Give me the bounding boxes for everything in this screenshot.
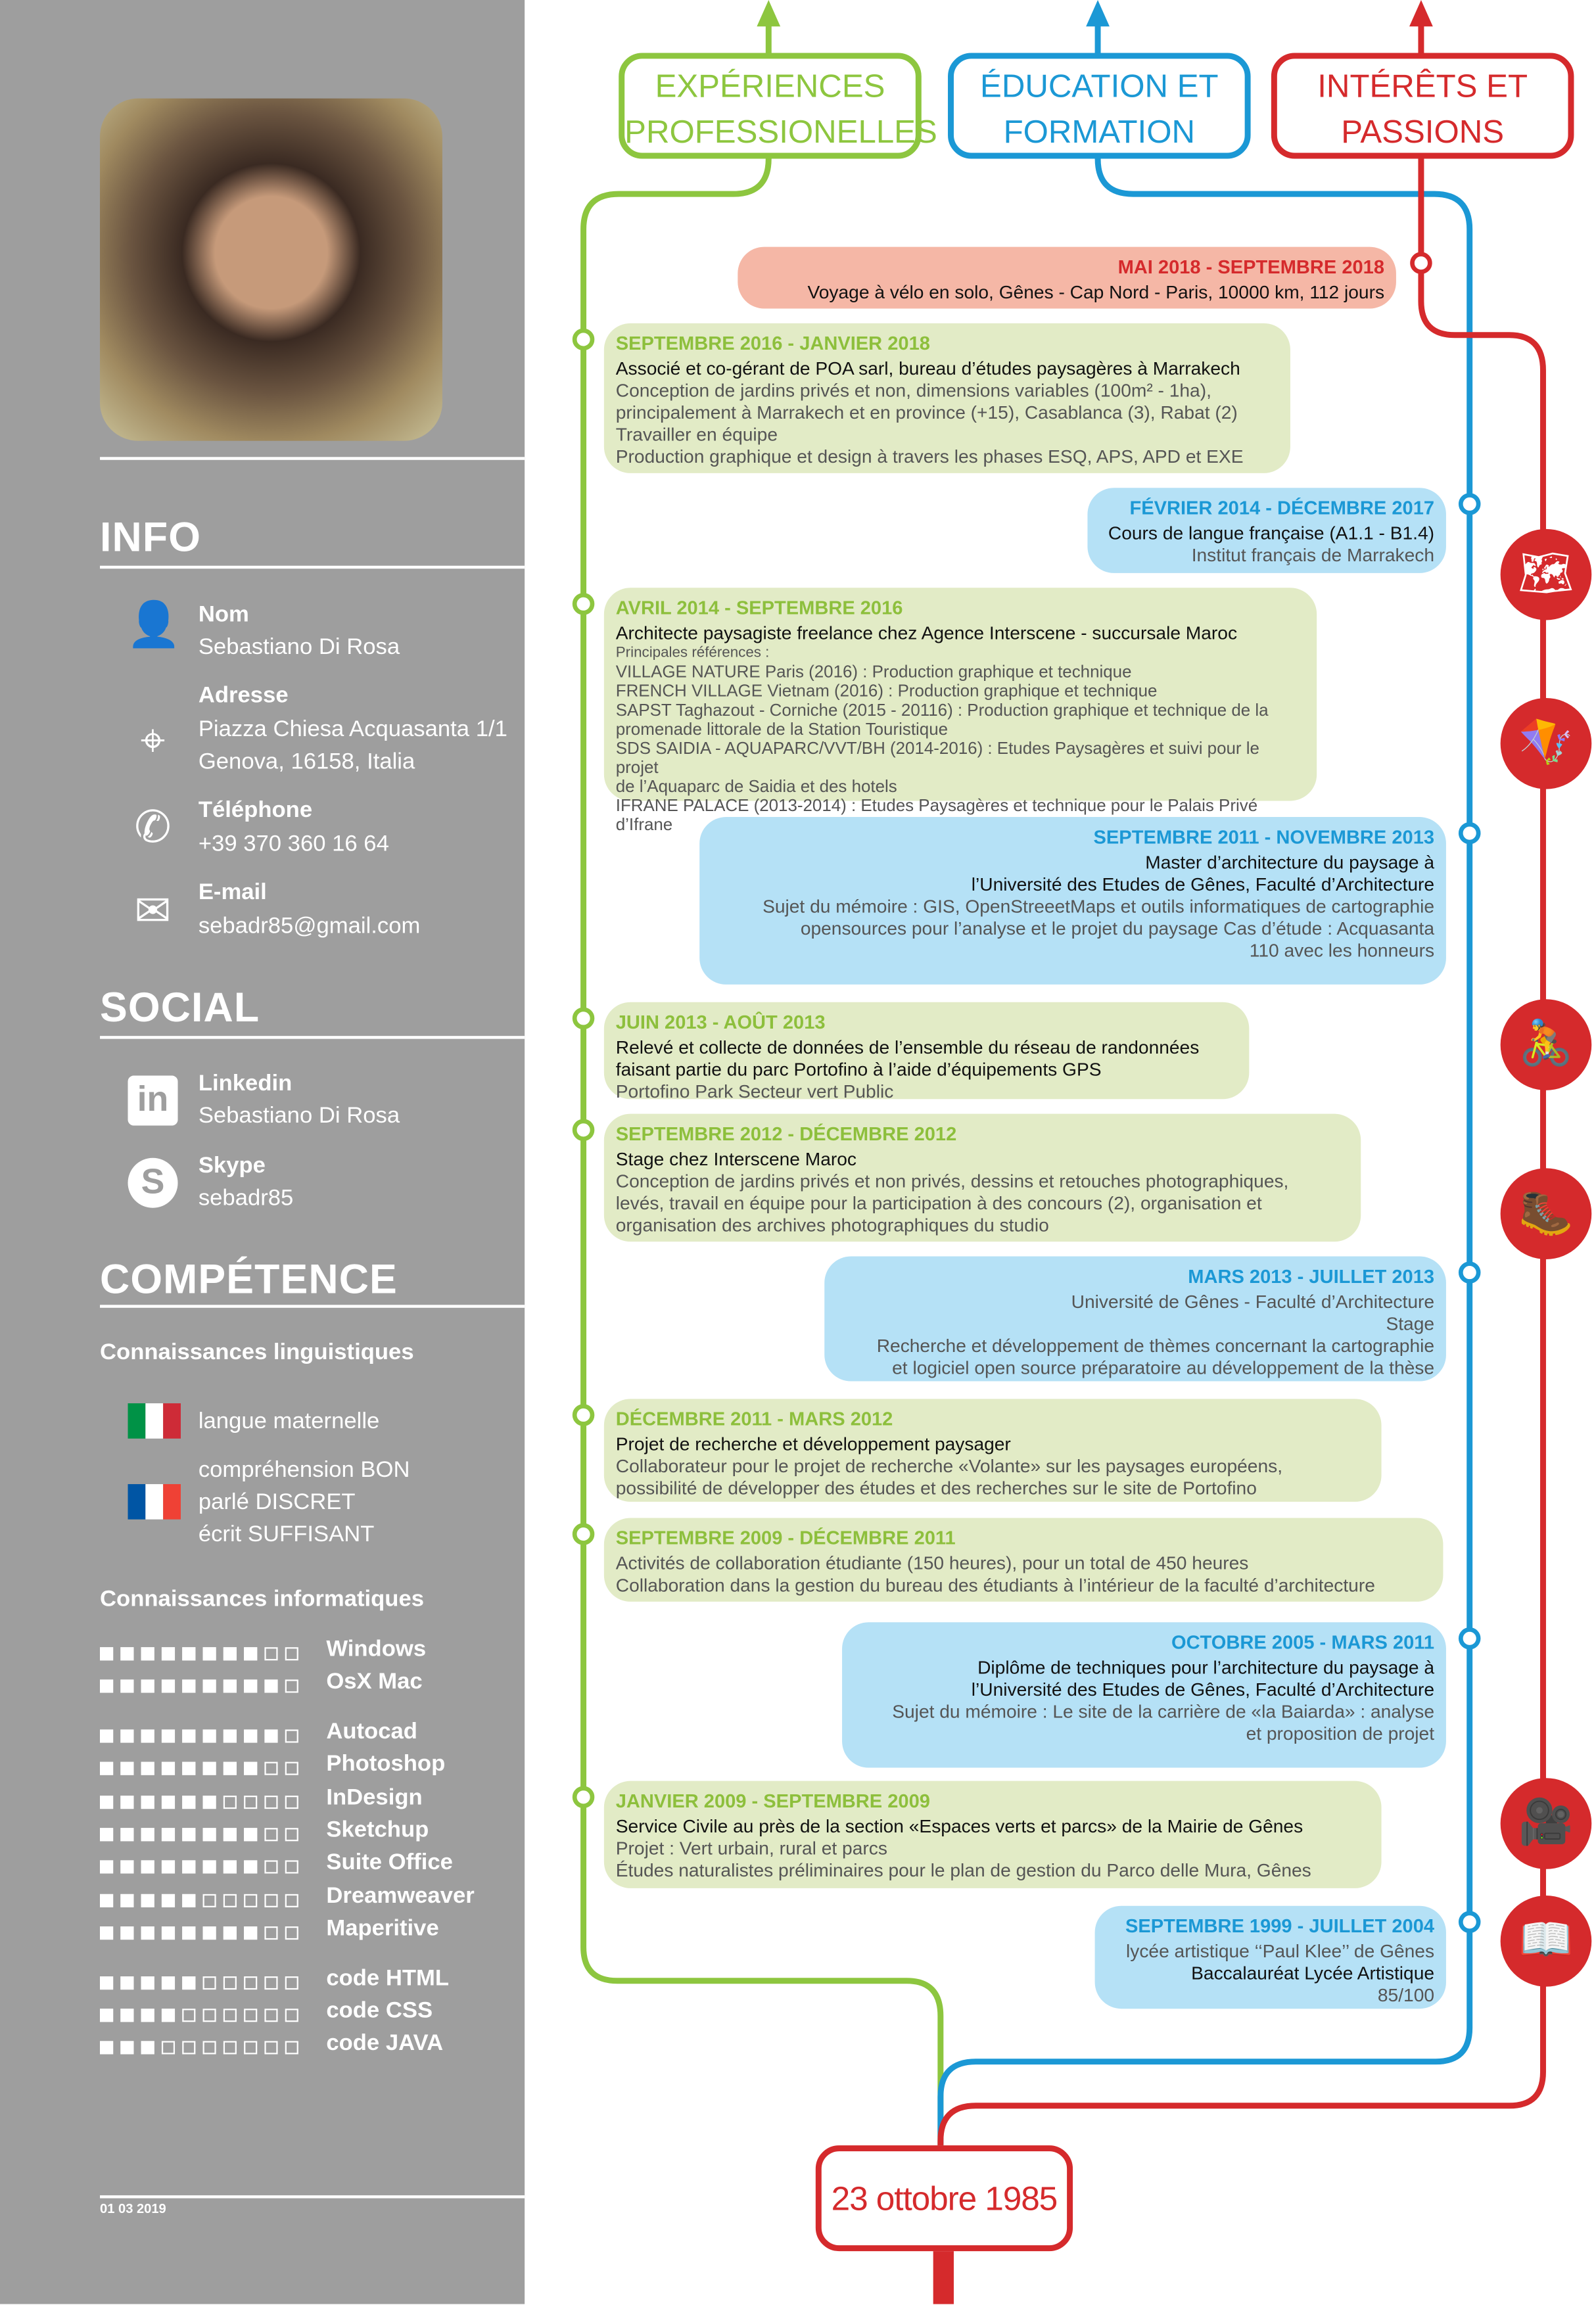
- timeline-node: [575, 331, 592, 348]
- card-line: de l’Aquaparc de Saidia et des hotels: [615, 777, 897, 797]
- cycling-icon: 🚴: [1501, 999, 1592, 1090]
- card-line: faisant partie du parc Portofino à l’aide d’équipements GPS: [615, 1059, 1102, 1081]
- it-heading: Connaissances informatiques: [100, 1587, 425, 1612]
- skill-name: Maperitive: [326, 1916, 439, 1942]
- skill-name: Dreamweaver: [326, 1884, 475, 1909]
- card-line: IFRANE PALACE (2013-2014) : Etudes Paysagères et technique pour le Palais Privé d’Ifrane: [615, 796, 1258, 835]
- card-line: Cours de langue française (A1.1 - B1.4): [1108, 523, 1435, 544]
- skill-name: Suite Office: [326, 1850, 453, 1875]
- info-value: +39 370 360 16 64: [198, 831, 389, 857]
- arrow-up-icon: [1409, 0, 1433, 26]
- timeline-node: [1461, 495, 1478, 513]
- card-date: JUIN 2013 - AOÛT 2013: [615, 1011, 826, 1033]
- timeline-card: [1095, 1906, 1446, 2009]
- language-level: compréhension BON: [198, 1457, 410, 1483]
- card-line: Sujet du mémoire : GIS, OpenStreeetMaps et outils informatiques de cartographie: [763, 896, 1435, 918]
- card-line: Collaboration dans la gestion du bureau des étudiants à l’intérieur de la faculté d’architecture: [615, 1575, 1375, 1596]
- header-line: PROFESSIONELLES: [624, 113, 937, 151]
- skill-name: Sketchup: [326, 1817, 429, 1843]
- education-header: [948, 53, 1251, 158]
- info-value: Genova, 16158, Italia: [198, 749, 415, 775]
- film-camera-icon: 🎥: [1501, 1778, 1592, 1869]
- header-line: EXPÉRIENCES: [655, 67, 885, 105]
- info-heading: INFO: [100, 514, 202, 560]
- card-line: Baccalauréat Lycée Artistique: [1191, 1963, 1435, 1984]
- info-label: E-mail: [198, 880, 267, 906]
- timeline-card: [738, 247, 1396, 309]
- timeline-node: [575, 1010, 592, 1027]
- card-line: Associé et co-gérant de POA sarl, bureau d’études paysagères à Marrakech: [615, 358, 1240, 379]
- timeline-card: [699, 817, 1446, 985]
- skill-name: code HTML: [326, 1966, 450, 1991]
- timeline-card: [604, 1002, 1249, 1100]
- header-line: INTÉRÊTS ET: [1317, 67, 1528, 105]
- card-date: SEPTEMBRE 2012 - DÉCEMBRE 2012: [615, 1123, 957, 1145]
- card-line: levés, travail en équipe pour la participation à des concours (2), organisation et: [615, 1193, 1262, 1214]
- card-line: Production graphique et design à travers les phases ESQ, APS, APD et EXE: [615, 446, 1244, 467]
- card-line: Études naturalistes préliminaires pour le plan de gestion du Parco delle Mura, Gênes: [615, 1860, 1311, 1881]
- header-line: ÉDUCATION ET: [980, 67, 1219, 105]
- card-line: Service Civile au près de la section «Espaces verts et parcs» de la Mairie de Gênes: [615, 1816, 1303, 1837]
- timeline-card: [604, 1114, 1361, 1242]
- card-date: DÉCEMBRE 2011 - MARS 2012: [615, 1407, 893, 1430]
- card-line: et logiciel open source préparatoire au développement de la thèse: [892, 1357, 1435, 1379]
- card-line: opensources pour l’analyse et le projet du paysage Cas d’étude : Acquasanta: [800, 918, 1435, 939]
- map-icon: ⌖: [140, 717, 166, 766]
- card-line: principalement à Marrakech et en province (+15), Casablanca (3), Rabat (2): [615, 402, 1238, 423]
- languages-heading: Connaissances linguistiques: [100, 1339, 414, 1365]
- card-line: lycée artistique ‘‘Paul Klee’’ de Gênes: [1126, 1941, 1435, 1962]
- card-line: possibilité de développer des études et des recherches sur le site de Portofino: [615, 1478, 1257, 1499]
- info-value: sebadr85@gmail.com: [198, 914, 421, 939]
- skype-icon: S: [128, 1158, 178, 1208]
- arrow-up-icon: [757, 0, 780, 26]
- card-line: SAPST Taghazout - Corniche (2015 - 20116) : Production graphique et technique de la: [615, 701, 1269, 720]
- timeline-card: [604, 588, 1317, 835]
- skills-heading: COMPÉTENCE: [100, 1256, 398, 1302]
- timeline-card: [604, 323, 1290, 473]
- card-line: Stage chez Interscene Maroc: [615, 1149, 857, 1170]
- timeline-node: [575, 1121, 592, 1139]
- info-value: Sebastiano Di Rosa: [198, 634, 400, 660]
- timeline-card: [604, 1399, 1382, 1501]
- birth-date-box: 23 ottobre 1985: [816, 2145, 1073, 2251]
- envelope-icon: ✉: [134, 887, 172, 937]
- card-line: Conception de jardins privés et non privés, dessins et retouches photographiques,: [615, 1171, 1289, 1192]
- card-line: Master d’architecture du paysage à: [1145, 852, 1435, 873]
- social-value: Sebastiano Di Rosa: [198, 1104, 400, 1129]
- card-date: SEPTEMBRE 2009 - DÉCEMBRE 2011: [615, 1526, 956, 1549]
- card-line: Portofino Park Secteur vert Public: [615, 1081, 894, 1102]
- card-line: Relevé et collecte de données de l’ensemble du réseau de randonnées: [615, 1037, 1200, 1058]
- kite-icon: 🪁: [1501, 698, 1592, 789]
- map-hiking-icon: 🗺: [1501, 529, 1592, 620]
- card-line: organisation des archives photographiques du studio: [615, 1215, 1049, 1236]
- timeline-card: [604, 1518, 1443, 1601]
- card-line: Diplôme de techniques pour l’architecture du paysage à: [977, 1657, 1435, 1679]
- timeline-card: [1087, 488, 1446, 573]
- card-line: l’Université des Etudes de Gênes, Faculté d’Architecture: [971, 874, 1435, 895]
- card-date: JANVIER 2009 - SEPTEMBRE 2009: [615, 1790, 930, 1812]
- timeline-card: [842, 1622, 1446, 1767]
- person-icon: 👤: [126, 601, 181, 650]
- card-line: Université de Gênes - Faculté d’Architecture: [1071, 1292, 1435, 1313]
- card-line: Voyage à vélo en solo, Gênes - Cap Nord - Paris, 10000 km, 112 jours: [807, 282, 1385, 303]
- skill-name: Windows: [326, 1637, 427, 1662]
- timeline-node: [575, 1407, 592, 1424]
- card-date: FÉVRIER 2014 - DÉCEMBRE 2017: [1129, 496, 1435, 519]
- card-line: l’Université des Etudes de Gênes, Faculté d’Architecture: [971, 1679, 1435, 1700]
- card-line: Conception de jardins privés et non, dimensions variables (100m² - 1ha),: [615, 381, 1211, 402]
- card-line: VILLAGE NATURE Paris (2016) : Production graphique et technique: [615, 663, 1132, 682]
- card-line: Architecte paysagiste freelance chez Agence Interscene - succursale Maroc: [615, 622, 1238, 644]
- interests-header: [1271, 53, 1574, 158]
- card-date: MARS 2013 - JUILLET 2013: [1188, 1265, 1435, 1288]
- card-line: et proposition de projet: [1246, 1723, 1435, 1744]
- timeline-node: [575, 1525, 592, 1543]
- skill-name: Photoshop: [326, 1751, 446, 1777]
- hiker-icon: 🥾: [1501, 1168, 1592, 1259]
- language-level: langue maternelle: [198, 1409, 380, 1435]
- social-label: Linkedin: [198, 1071, 293, 1096]
- card-line: Institut français de Marrakech: [1191, 545, 1435, 566]
- card-line: Activités de collaboration étudiante (150 heures), pour un total de 450 heures: [615, 1553, 1249, 1574]
- card-date: SEPTEMBRE 1999 - JUILLET 2004: [1125, 1915, 1435, 1937]
- footer-date: 01 03 2019: [100, 2201, 166, 2216]
- info-value: Piazza Chiesa Acquasanta 1/1: [198, 717, 507, 743]
- timeline-card: [604, 1781, 1382, 1888]
- phone-icon: ✆: [134, 803, 172, 852]
- timeline-card: [824, 1257, 1446, 1382]
- header-line: FORMATION: [1003, 113, 1196, 151]
- card-line: Principales références :: [615, 645, 770, 662]
- language-level: écrit SUFFISANT: [198, 1522, 375, 1548]
- timeline-node: [575, 595, 592, 613]
- card-line: SDS SAIDIA - AQUAPARC/VVT/BH (2014-2016) : Etudes Paysagères et suivi pour le projet: [615, 739, 1259, 778]
- card-line: Recherche et développement de thèmes concernant la cartographie: [876, 1336, 1435, 1357]
- card-line: FRENCH VILLAGE Vietnam (2016) : Production graphique et technique: [615, 682, 1158, 701]
- card-line: Projet : Vert urbain, rural et parcs: [615, 1838, 887, 1859]
- skill-name: code JAVA: [326, 2030, 444, 2056]
- social-heading: SOCIAL: [100, 984, 260, 1031]
- arrow-up-icon: [1086, 0, 1110, 26]
- info-label: Adresse: [198, 683, 289, 709]
- info-label: Nom: [198, 602, 249, 628]
- skill-name: InDesign: [326, 1785, 423, 1811]
- skill-name: OsX Mac: [326, 1669, 423, 1694]
- experience-header: [619, 53, 937, 158]
- card-date: OCTOBRE 2005 - MARS 2011: [1171, 1631, 1435, 1654]
- card-line: 110 avec les honneurs: [1249, 940, 1435, 962]
- timeline-node: [1413, 254, 1430, 272]
- card-line: Projet de recherche et développement paysager: [615, 1434, 1011, 1455]
- card-date: AVRIL 2014 - SEPTEMBRE 2016: [615, 596, 903, 619]
- book-icon: 📖: [1501, 1896, 1592, 1987]
- timeline-node: [575, 1788, 592, 1806]
- card-date: SEPTEMBRE 2011 - NOVEMBRE 2013: [1093, 826, 1435, 848]
- skill-name: code CSS: [326, 1998, 433, 2024]
- language-level: parlé DISCRET: [198, 1489, 356, 1516]
- social-value: sebadr85: [198, 1186, 294, 1211]
- card-date: MAI 2018 - SEPTEMBRE 2018: [1117, 256, 1385, 278]
- card-line: promenade littorale de la Station Touristique: [615, 720, 949, 739]
- timeline-node: [1461, 1629, 1478, 1647]
- info-label: Téléphone: [198, 797, 313, 823]
- card-date: SEPTEMBRE 2016 - JANVIER 2018: [615, 332, 930, 354]
- card-line: Collaborateur pour le projet de recherche «Volante» sur les paysages européens,: [615, 1456, 1283, 1477]
- card-line: 85/100: [1377, 1985, 1435, 2006]
- timeline-node: [1461, 824, 1478, 842]
- skill-name: Autocad: [326, 1719, 417, 1744]
- card-line: Travailler en équipe: [615, 425, 778, 446]
- social-label: Skype: [198, 1153, 266, 1179]
- timeline-node: [1461, 1264, 1478, 1282]
- card-line: Stage: [1386, 1313, 1435, 1335]
- timeline-node: [1461, 1913, 1478, 1931]
- header-line: PASSIONS: [1341, 113, 1505, 151]
- card-line: Sujet du mémoire : Le site de la carrière de «la Baiarda» : analyse: [892, 1701, 1435, 1723]
- linkedin-icon: in: [128, 1076, 178, 1126]
